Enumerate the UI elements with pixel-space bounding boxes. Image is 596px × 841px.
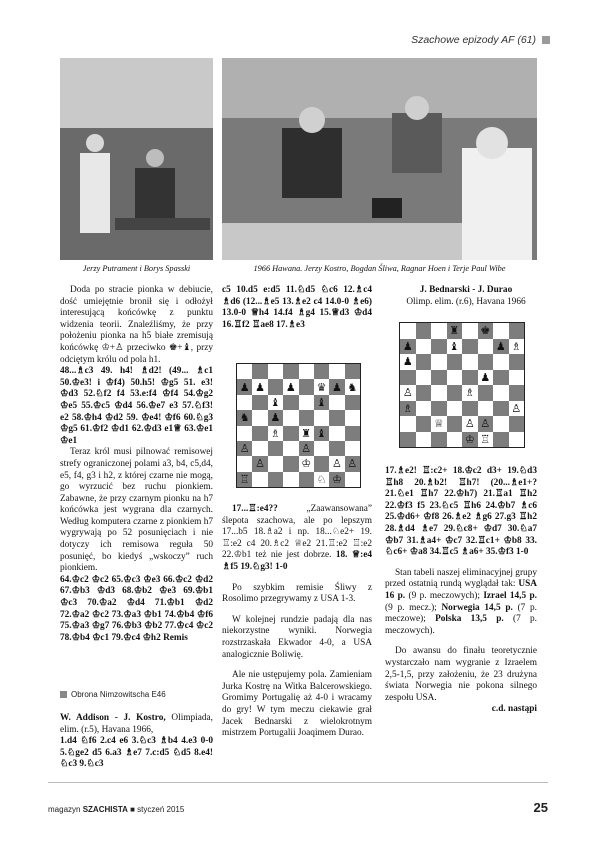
board-square [431, 323, 447, 339]
col2-para-1 [222, 504, 372, 574]
board-square [431, 432, 447, 448]
board-square [431, 354, 447, 370]
board-square [329, 395, 344, 410]
result-remis: Remis [163, 632, 188, 643]
running-header [411, 34, 550, 46]
board-square [462, 370, 478, 386]
board-square: ♔ [329, 472, 344, 487]
board-square [416, 385, 432, 401]
board-square [447, 432, 463, 448]
board-square [431, 370, 447, 386]
board-square [478, 401, 494, 417]
board-square [493, 370, 509, 386]
col2-para-1-end: 18. ♕:e4 ♗f5 19.♘g3! 1-0 [222, 550, 373, 572]
board-square: ♜ [447, 323, 463, 339]
board-square [493, 323, 509, 339]
column-3-head [385, 285, 537, 308]
column-1-game [60, 713, 213, 771]
board-square [478, 385, 494, 401]
board-square: ♕ [431, 416, 447, 432]
board-square [283, 364, 298, 379]
board-square [416, 416, 432, 432]
board-square [462, 339, 478, 355]
board-square: ♙ [329, 456, 344, 471]
board-square [400, 323, 416, 339]
standing-usa: USA 16 p. [385, 579, 538, 601]
board-square [509, 354, 525, 370]
board-square [431, 339, 447, 355]
board-square [345, 472, 360, 487]
board-square: ♚ [478, 323, 494, 339]
column-3 [385, 466, 537, 716]
chess-diagram-1 [236, 363, 361, 488]
footer-magazine: magazyn SZACHISTA ■ styczeń 2015 [48, 805, 185, 814]
board-square [268, 456, 283, 471]
photo-right-caption: 1966 Hawana. Jerzy Kostro, Bogdan Śliwa, Ragnar Hoen i Terje Paul Wibe [253, 264, 506, 273]
board-square: ♟ [478, 370, 494, 386]
board-square [447, 354, 463, 370]
board-square: ♙ [509, 401, 525, 417]
board-square: ♙ [400, 385, 416, 401]
board-square [509, 432, 525, 448]
board-square: ♝ [447, 339, 463, 355]
board-square [416, 354, 432, 370]
board-square [493, 401, 509, 417]
board-square [345, 441, 360, 456]
board-square: ♗ [509, 339, 525, 355]
col2-para-4: Ale nie ustępujemy pola. Zamieniam Jurka Kostrę na Witka Balcerowskiego. Gromimy Portugalię aż 4-0 i wracamy do gry! W tym meczu ciekawie grał Jacek Bednarski z wielokrotnym mistrzem Portugalii Joaqimem Durao. [222, 670, 372, 739]
board-square: ♗ [462, 385, 478, 401]
col3-para-1-text: Stan tabeli naszej eliminacyjnej grupy przed ostatnią rundą wyglądał tak: [385, 567, 537, 590]
game2-players: W. Addison - J. Kostro, [60, 713, 166, 723]
board-square: ♟ [252, 379, 267, 394]
board-square [314, 456, 329, 471]
col2-para-3: W kolejnej rundzie padają dla nas niekorzystne wyniki. Norwegia rozstrzaskała Ekwador 4-0, a USA analogicznie Boliwię. [222, 614, 372, 660]
board-square: ♘ [314, 472, 329, 487]
photo-left-caption: Jerzy Putrament i Borys Spasski [82, 264, 191, 273]
footer-issue: styczeń 2015 [137, 805, 185, 814]
col1-para-1: Doda po stracie pionka w debiucie, dość umiejętnie bronił się i odłożył interesującą końcówkę z punktu widzenia teorii. Znaleźliśmy, że przy położeniu pionka na h5 białe zremisują końcówkę ♔+♙ przeciwko ♚+♝, przy odciętym królu od pola h1. [60, 285, 213, 365]
col3-para-1 [385, 568, 537, 638]
opening-name: Obrona Nimzowitscha E46 [71, 690, 166, 699]
col1-para-2: Teraz król musi pilnować remisowej strefy ograniczonej polami a3, b4, c5,d4, e5, f4, g3 i h2, z której czarne nie mogą, go wyrzucić bez ruchu pionkiem. Zabawne, że przy czarnym pionku na h7 końcówka jest wygrana dla czarnych. Według komputera czarne z pionkiem h7 wygrywają po 52 posunięciach i nie dotyczy ich remisowa reguła 50 posunięć, bo kiedyś „wskoczy” ruch pionkiem. [60, 447, 213, 574]
col1-moves-2 [60, 575, 213, 645]
column-2-text [222, 504, 372, 740]
board-square: ♟ [268, 410, 283, 425]
board-square: ♟ [493, 339, 509, 355]
header-square-icon [542, 36, 550, 44]
standing-poland: Polska 13,5 p. [435, 614, 504, 625]
board-square [252, 441, 267, 456]
board-square: ♗ [400, 401, 416, 417]
board-square [462, 354, 478, 370]
board-square: ♞ [345, 379, 360, 394]
standing-norway-note: (7 p. meczowe); [385, 602, 538, 625]
board-square: ♟ [283, 379, 298, 394]
board-square [329, 441, 344, 456]
board-square: ♔ [462, 432, 478, 448]
game2-moves: 1.d4 ♘f6 2.c4 e6 3.♘c3 ♗b4 4.e3 0-0 5.♘ge2 d5 6.a3 ♗e7 7.c:d5 ♘d5 8.e4! ♘c3 9.♘c3 [60, 736, 213, 770]
board-square: ♙ [299, 441, 314, 456]
board-square [252, 472, 267, 487]
section-square-icon [60, 691, 67, 698]
board-square [252, 410, 267, 425]
board-square [509, 323, 525, 339]
board-square [400, 370, 416, 386]
board-square: ♟ [400, 354, 416, 370]
board-square [416, 323, 432, 339]
footer-mag-name: SZACHISTA [82, 805, 128, 814]
standing-israel: Izrael 14,5 p. [483, 590, 537, 601]
game3-moves: 17.♗e2! ♖:c2+ 18.♔c2 d3+ 19.♘d3 ♖h8 20.♗b2! ♖h7! (20...♗e1+? 21.♘e1 ♖h7 22.♔h7) 21.♖a1 ♖h2 22.♔f3 f5 23.♘c5 ♖h6 24.♔b7 ♗c6 25.♔d6+ ♔f8 26.♗e2 ♗g6 27.g3 ♖h2 28.♗d4 ♗e7 29.♘c8+ ♔d7 30.♘a7 ♔b7 31.♗a4+ ♔c7 32.♖c1+ ♔b8 33. ♘c6+ ♔a8 34.♖c5 ♗a6+ 35.♔f3 1-0 [385, 466, 537, 558]
board-square [329, 426, 344, 441]
standing-usa-note: (9 p. meczowych); [408, 590, 480, 601]
board-square [299, 472, 314, 487]
board-square [447, 385, 463, 401]
board-square: ♟ [400, 339, 416, 355]
board-square: ♙ [252, 456, 267, 471]
page-number: 25 [533, 800, 548, 815]
board-square [237, 426, 252, 441]
board-square [509, 370, 525, 386]
board-square: ♞ [237, 410, 252, 425]
board-square [478, 354, 494, 370]
col2-key-move: 17...♖:e4?? [232, 504, 278, 514]
board-square [400, 416, 416, 432]
standing-norway: Norwegia 14,5 p. [441, 602, 513, 613]
board-square [268, 379, 283, 394]
board-square: ♔ [299, 456, 314, 471]
col2-para-1-text: „Zaawansowana” ślepota szachowa, ale po lepszym 17...b5 18.♗a2 i np. 18...♘e2+ 19. ♖:e2 c4 20.♗c2 ♕e2 21.♖:e2 ♖:e2 22.♔b1 też nie jest dobrze. [222, 504, 372, 561]
board-square: ♙ [462, 416, 478, 432]
board-square: ♝ [268, 395, 283, 410]
board-square [237, 456, 252, 471]
board-square [283, 456, 298, 471]
board-square: ♟ [237, 379, 252, 394]
series-title: Szachowe epizody AF (61) [411, 34, 536, 46]
board-square: ♛ [314, 379, 329, 394]
board-square: ♙ [237, 441, 252, 456]
board-square [299, 410, 314, 425]
board-square: ♗ [268, 426, 283, 441]
board-square [283, 426, 298, 441]
board-square [493, 432, 509, 448]
photo-right-image [222, 58, 537, 260]
board-square [416, 370, 432, 386]
board-square [416, 432, 432, 448]
board-square [447, 370, 463, 386]
photo-havana-1966 [222, 58, 537, 260]
board-square [299, 364, 314, 379]
board-square [431, 385, 447, 401]
chess-diagram-2 [399, 322, 525, 448]
board-square [252, 395, 267, 410]
column-1 [60, 285, 213, 644]
board-square: ♝ [314, 426, 329, 441]
board-square [447, 416, 463, 432]
board-square [299, 395, 314, 410]
board-square [345, 426, 360, 441]
board-square [329, 410, 344, 425]
board-square [416, 339, 432, 355]
board-square [268, 364, 283, 379]
board-square [283, 441, 298, 456]
col2-moves: c5 10.d5 e:d5 11.♘d5 ♘c6 12.♗c4 ♗d6 (12...♗e5 13.♗e2 c4 14.0-0 ♗e6) 13.0-0 ♕h4 14.f4 ♗g4 15.♕d3 ♔d4 16.♖f2 ♖ae8 17.♗e3 [222, 285, 372, 330]
board-square: ♙ [478, 416, 494, 432]
board-square [268, 472, 283, 487]
board-square [509, 416, 525, 432]
board-square [462, 323, 478, 339]
board-square [283, 472, 298, 487]
board-square [493, 416, 509, 432]
board-square [314, 410, 329, 425]
board-square [268, 441, 283, 456]
board-square [299, 379, 314, 394]
board-square [252, 364, 267, 379]
board-square [509, 385, 525, 401]
board-square [237, 364, 252, 379]
footer-rule [48, 782, 548, 783]
board-square [447, 401, 463, 417]
game2-info: Olimpiada, elim. (r.5), Havana 1966, [60, 713, 213, 735]
board-square [462, 401, 478, 417]
board-square: ♜ [299, 426, 314, 441]
board-square [416, 401, 432, 417]
board-square: ♟ [329, 379, 344, 394]
game3-info: Olimp. elim. (r.6), Havana 1966 [406, 296, 526, 307]
board-square [345, 395, 360, 410]
section-label [60, 690, 166, 699]
board-square: ♖ [237, 472, 252, 487]
board-square: ♝ [314, 395, 329, 410]
board-square [283, 395, 298, 410]
standing-israel-note: (9 p. mecz.); [385, 602, 437, 613]
to-be-continued: c.d. nastąpi [491, 704, 537, 715]
footer-mag-word: magazyn [48, 805, 81, 814]
board-square [345, 410, 360, 425]
board-square: ♖ [478, 432, 494, 448]
col1-moves-2-text: 64.♔c2 ♔c2 65.♔c3 ♔e3 66.♔c2 ♔d2 67.♔b3 ♔d3 68.♔b2 ♔e3 69.♔b1 ♔c3 70.♔a2 ♔d4 71.♔b1 ♔d2 72.♔a2 ♔c2 73.♔a3 ♔b1 74.♔b4 ♔f6 75.♔a3 ♔g7 76.♔b3 ♔b2 77.♔c4 ♔c2 78.♔b4 ♔c1 79.♔c4 ♔h2 [60, 574, 213, 643]
board-square [400, 432, 416, 448]
board-square [431, 401, 447, 417]
board-square [329, 364, 344, 379]
board-square [345, 364, 360, 379]
board-square [493, 354, 509, 370]
board-square [493, 385, 509, 401]
col1-moves-1: 48...♗c3 49. h4! ♗d2! (49... ♗c1 50.♔e3! i ♔f4) 50.h5! ♔g5 51. e3! ♔d3 52.♘f2 f4 53.e:f4 ♔f4 54.♔g2 ♔e5 55.♔c5 ♔d4 56.♔e7 e3 57.♘f3! e2 58.♔h4 ♔d2 59. ♔e4! ♔f6 60.♘g3 ♔g5 61.♔f2 ♔d1 62.♔d3 e1♕ 63.♔e1 ♔e1 [60, 366, 213, 446]
photo-putrament-spassky [60, 58, 213, 260]
column-2 [222, 285, 372, 331]
board-square [478, 339, 494, 355]
board-square [314, 364, 329, 379]
board-square [252, 426, 267, 441]
standing-poland-note: (7 p. meczowych). [385, 614, 538, 636]
photo-left-image [60, 58, 213, 260]
board-square [314, 441, 329, 456]
board-square [237, 395, 252, 410]
board-square: ♙ [345, 456, 360, 471]
col2-para-2: Po szybkim remisie Śliwy z Rosolimo przegrywamy z USA 1-3. [222, 582, 372, 605]
board-square [283, 410, 298, 425]
game3-players: J. Bednarski - J. Durao [419, 285, 513, 295]
footer [48, 800, 548, 815]
col3-para-2: Do awansu do finału teoretycznie wystarczało nam wygranie z Izraelem 2,5-1,5, przy założeniu, że 23 drużyna świata Norwegia nie pokona silnego zespołu USA. [385, 646, 537, 703]
